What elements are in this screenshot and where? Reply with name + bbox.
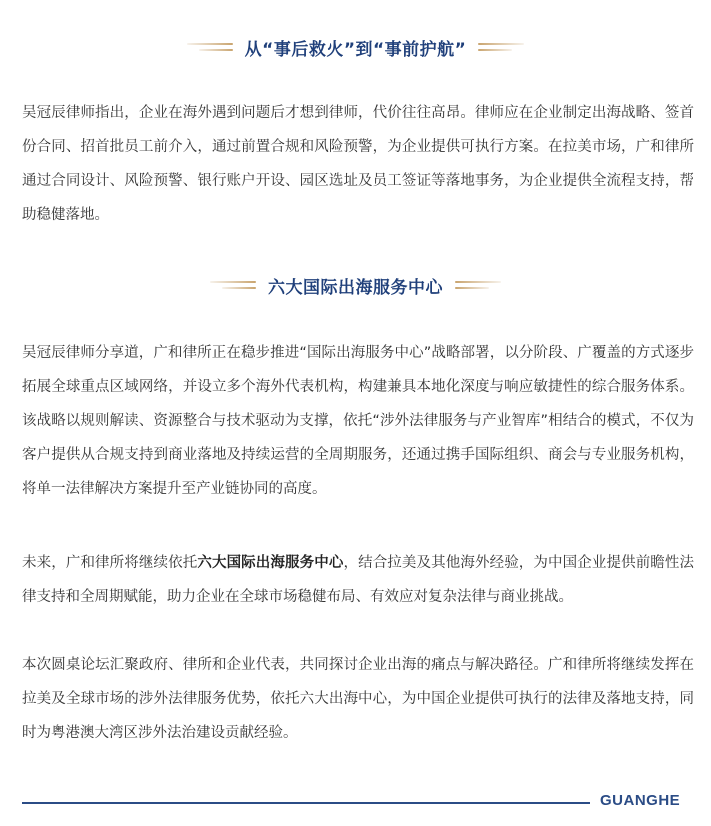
body-paragraph bbox=[22, 546, 694, 614]
section-header-2 bbox=[0, 272, 711, 298]
footer-divider bbox=[22, 802, 590, 804]
footer bbox=[0, 792, 711, 814]
gold-lines-decoration-icon bbox=[187, 40, 233, 54]
body-paragraph: 吴冠辰律师指出，企业在海外遇到问题后才想到律师，代价往往高昂。律师应在企业制定出海战略、签首份合同、招首批员工前介入，通过前置合规和风险预警，为企业提供可执行方案。在拉美市场，广和律所通过合同设计、风险预警、银行账户开设、园区选址及员工签证等落地事务，为企业提供全流程支持，帮助稳健落地。 bbox=[22, 105, 694, 223]
section-header-1 bbox=[0, 34, 711, 60]
gold-lines-decoration-icon bbox=[210, 278, 256, 292]
highlighted-phrase: 六大国际出海服务中心 bbox=[197, 555, 344, 571]
section-title: 六大国际出海服务中心 bbox=[268, 277, 443, 298]
paragraph-text: ，结合拉美及其他海外经验，为中国企业提供前瞻性法律支持和全周期赋能，助力企业在全球市场稳健布局、有效应对复杂法律与商业挑战。 bbox=[22, 555, 695, 605]
body-paragraph: 本次圆桌论坛汇聚政府、律所和企业代表，共同探讨企业出海的痛点与解决路径。广和律所将继续发挥在拉美及全球市场的涉外法律服务优势，依托六大出海中心，为中国企业提供可执行的法律及落地支持，同时为粤港澳大湾区涉外法治建设贡献经验。 bbox=[22, 657, 694, 741]
body-paragraph: 吴冠辰律师分享道，广和律所正在稳步推进“国际出海服务中心”战略部署，以分阶段、广覆盖的方式逐步拓展全球重点区域网络，并设立多个海外代表机构，构建兼具本地化深度与响应敏捷性的综合服务体系。该战略以规则解读、资源整合与技术驱动为支撑，依托“涉外法律服务与产业智库”相结合的模式，不仅为客户提供从合规支持到商业落地及持续运营的全周期服务，还通过携手国际组织、商会与专业服务机构，将单一法律解决方案提升至产业链协同的高度。 bbox=[22, 345, 694, 497]
section-title: 从“事后救火”到“事前护航” bbox=[244, 39, 467, 60]
paragraph-text: 未来，广和律所将继续依托 bbox=[22, 555, 198, 571]
gold-lines-decoration-icon bbox=[455, 278, 501, 292]
brand-logo-text: GUANGHE bbox=[600, 792, 681, 809]
gold-lines-decoration-icon bbox=[478, 40, 524, 54]
